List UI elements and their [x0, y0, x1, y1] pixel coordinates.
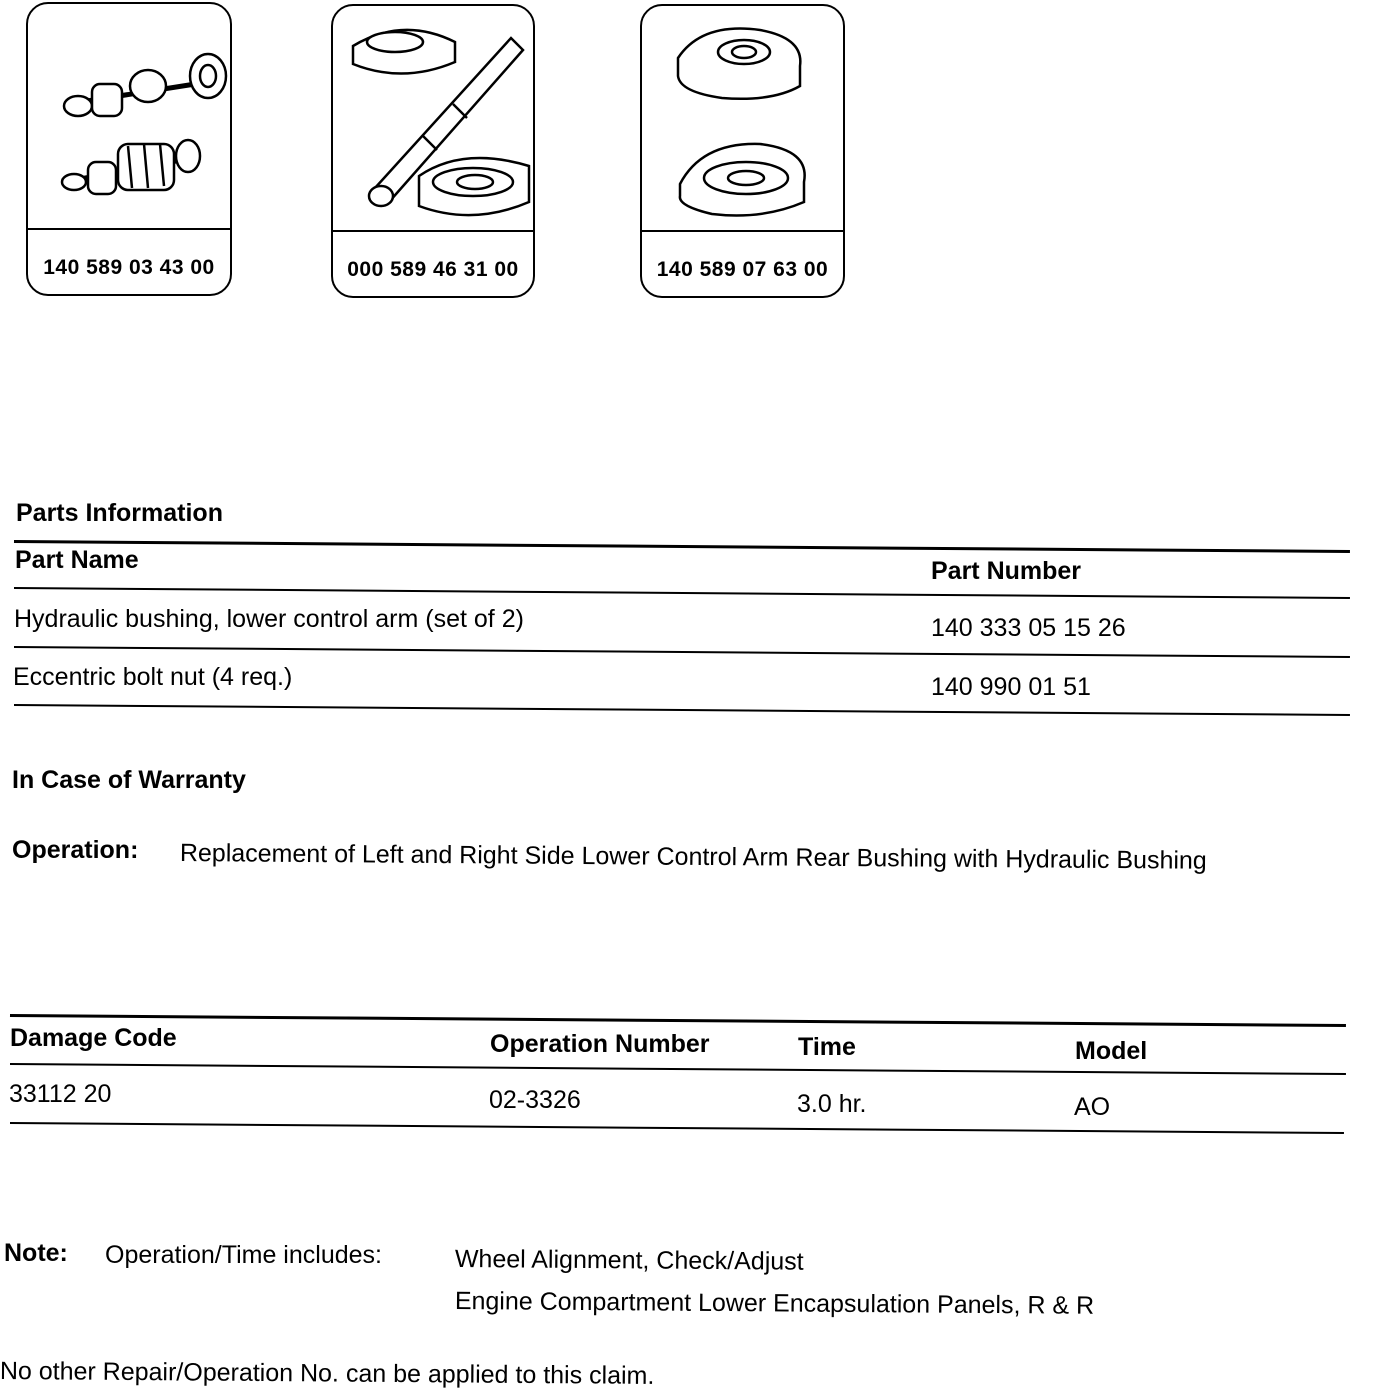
operation-description: Replacement of Left and Right Side Lower Control Arm Rear Bushing with Hydraulic Bushing: [179, 839, 1207, 875]
operation-label: Operation:: [12, 836, 139, 864]
tool-part-number: 140 589 03 43 00: [43, 256, 215, 279]
divider: [10, 1014, 1346, 1027]
divider: [14, 587, 1350, 599]
model-header: Model: [1075, 1037, 1148, 1065]
spindle-press-plate-icon: [333, 6, 533, 230]
divider: [14, 540, 1350, 553]
divider: [14, 646, 1350, 658]
tool-part-number: 000 589 46 31 00: [347, 258, 519, 281]
warranty-section-title: In Case of Warranty: [12, 766, 246, 794]
part-number-header: Part Number: [931, 557, 1082, 585]
tool-card-3: [640, 4, 845, 298]
note-item: Engine Compartment Lower Encapsulation Panels, R & R: [454, 1287, 1095, 1320]
divider: [10, 1122, 1344, 1134]
press-cup-plate-icon: [642, 6, 843, 230]
operation-number-header: Operation Number: [490, 1030, 710, 1058]
parts-section-title: Parts Information: [16, 499, 223, 527]
divider: [14, 704, 1350, 716]
damage-code-header: Damage Code: [10, 1024, 177, 1052]
model-cell: AO: [1074, 1093, 1111, 1121]
tool-card-2: [331, 4, 535, 298]
note-item: Wheel Alignment, Check/Adjust: [454, 1245, 804, 1276]
part-name-cell: Hydraulic bushing, lower control arm (set of 2): [14, 605, 524, 633]
part-number-cell: 140 990 01 51: [931, 673, 1091, 701]
time-header: Time: [798, 1033, 856, 1061]
footer-disclaimer: No other Repair/Operation No. can be applied to this claim.: [0, 1357, 655, 1390]
note-label: Note:: [4, 1239, 68, 1267]
time-cell: 3.0 hr.: [797, 1090, 867, 1118]
part-name-cell: Eccentric bolt nut (4 req.): [13, 663, 293, 691]
damage-code-cell: 33112 20: [9, 1080, 112, 1108]
tool-image-1: [28, 4, 230, 230]
tool-part-number: 140 589 07 63 00: [656, 258, 829, 281]
part-name-header: Part Name: [15, 546, 139, 574]
tool-image-3: [642, 6, 843, 232]
bushing-puller-set-icon: [28, 4, 230, 228]
note-intro: Operation/Time includes:: [105, 1241, 382, 1269]
part-number-cell: 140 333 05 15 26: [931, 614, 1126, 642]
operation-number-cell: 02-3326: [489, 1086, 581, 1114]
tool-card-1: [26, 2, 232, 296]
tool-image-2: [333, 6, 533, 232]
